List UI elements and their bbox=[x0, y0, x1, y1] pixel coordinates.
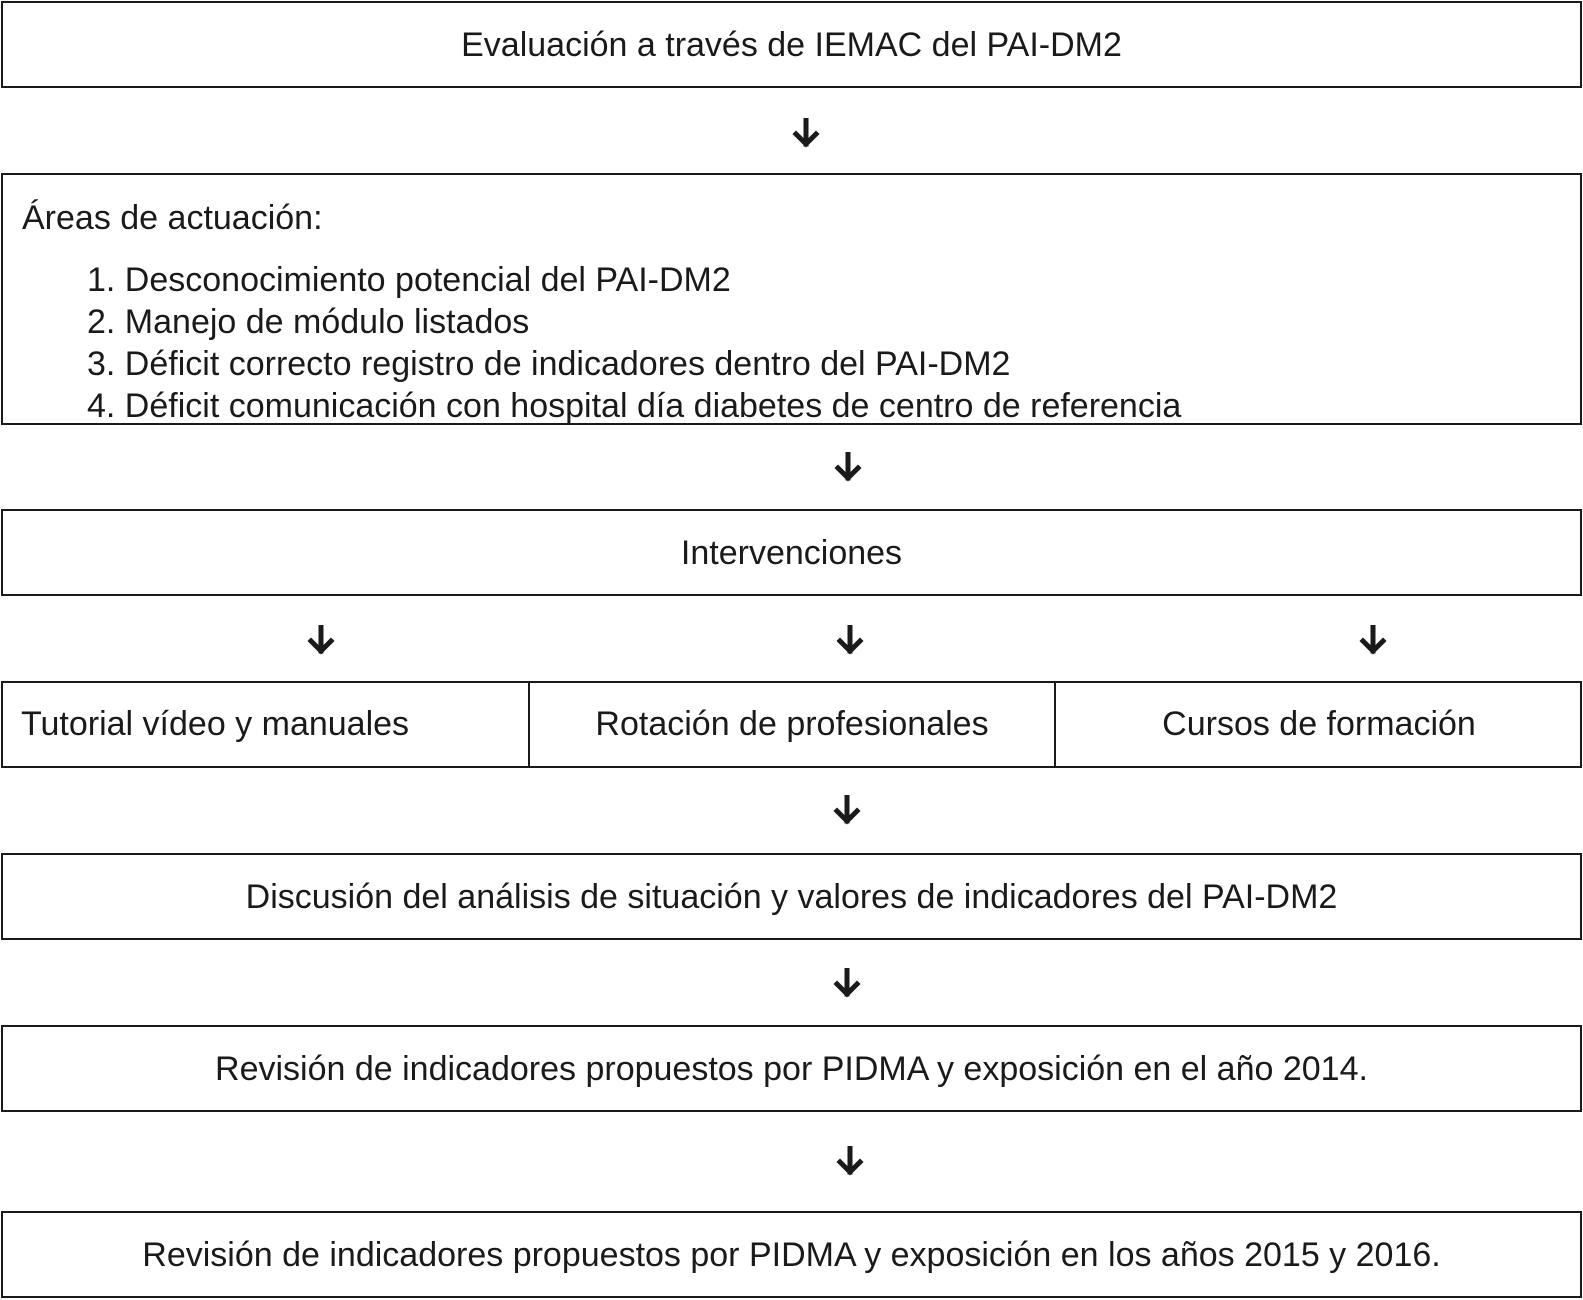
arrow-down-icon bbox=[791, 118, 821, 148]
list-item: 1. Desconocimiento potencial del PAI-DM2 bbox=[87, 261, 731, 299]
evaluation-box bbox=[1, 1, 1582, 88]
intervention-option-tutorial bbox=[3, 683, 530, 766]
interventions-box bbox=[1, 509, 1582, 596]
discussion-box bbox=[1, 853, 1582, 940]
arrow-down-icon bbox=[1358, 625, 1388, 655]
review-2015-2016-label: Revisión de indicadores propuestos por PIDMA y exposición en los años 2015 y 2016. bbox=[142, 1235, 1441, 1274]
intervention-option-label: Cursos de formación bbox=[1162, 705, 1476, 743]
arrow-down-icon bbox=[835, 1146, 865, 1176]
evaluation-label: Evaluación a través de IEMAC del PAI-DM2 bbox=[461, 25, 1122, 64]
interventions-label: Intervenciones bbox=[680, 533, 903, 572]
areas-list bbox=[87, 259, 1181, 427]
intervention-option-rotation bbox=[528, 683, 1054, 766]
review-2015-2016-box bbox=[1, 1211, 1582, 1298]
diagram-title bbox=[0, 0, 1, 1]
intervention-option-label: Tutorial vídeo y manuales bbox=[21, 705, 410, 743]
discussion-label: Discusión del análisis de situación y valores de indicadores del PAI-DM2 bbox=[245, 877, 1338, 916]
arrow-down-icon bbox=[835, 625, 865, 655]
review-2014-box bbox=[1, 1025, 1582, 1112]
arrow-down-icon bbox=[306, 625, 336, 655]
list-item: 2. Manejo de módulo listados bbox=[87, 303, 530, 341]
arrow-down-icon bbox=[832, 795, 862, 825]
areas-box bbox=[1, 173, 1582, 425]
arrow-down-icon bbox=[833, 452, 863, 482]
intervention-options-box bbox=[1, 681, 1582, 768]
arrow-down-icon bbox=[832, 968, 862, 998]
intervention-option-label: Rotación de profesionales bbox=[595, 705, 989, 743]
list-item: 3. Déficit correcto registro de indicadores dentro del PAI-DM2 bbox=[87, 345, 1011, 383]
intervention-option-courses bbox=[1054, 683, 1582, 766]
list-item: 4. Déficit comunicación con hospital día diabetes de centro de referencia bbox=[87, 387, 1182, 425]
review-2014-label: Revisión de indicadores propuestos por PIDMA y exposición en el año 2014. bbox=[215, 1049, 1368, 1088]
areas-title: Áreas de actuación: bbox=[22, 199, 323, 237]
